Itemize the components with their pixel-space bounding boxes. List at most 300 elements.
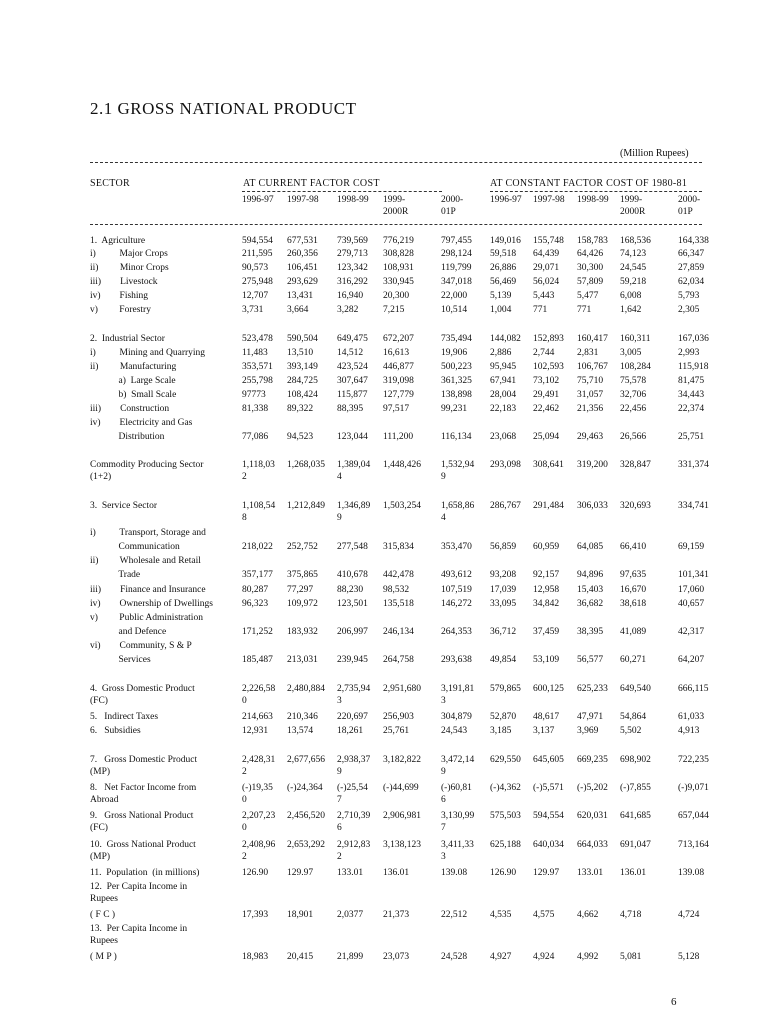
cell-value: 73,102: [533, 376, 560, 386]
cell-value: 22,462: [533, 404, 560, 414]
cell-value: 319,098: [383, 376, 414, 386]
year-header: 1997-98: [533, 195, 565, 205]
cell-value: 446,877: [383, 362, 414, 372]
cell-value: 13,431: [287, 291, 314, 301]
cell-value: 25,761: [383, 726, 410, 736]
cell-value: 17,060: [678, 585, 705, 595]
cell-value: 293,629: [287, 277, 318, 287]
cell-value: 672,207: [383, 334, 414, 344]
cell-value: 277,548: [337, 542, 368, 552]
cell-value: 2,408,96 2: [242, 840, 276, 862]
cell-value: 155,748: [533, 236, 564, 246]
cell-value: 64,207: [678, 655, 705, 665]
cell-value: 797,455: [441, 236, 472, 246]
row-label: ( F C ): [90, 910, 116, 920]
cell-value: 353,571: [242, 362, 273, 372]
cell-value: 24,545: [620, 263, 647, 273]
cell-value: 32,706: [620, 390, 647, 400]
cell-value: 442,478: [383, 570, 414, 580]
cell-value: 60,959: [533, 542, 560, 552]
cell-value: 88,395: [337, 404, 364, 414]
cell-value: 3,182,822: [383, 755, 421, 765]
cell-value: 15,403: [577, 585, 604, 595]
cell-value: 77,086: [242, 432, 269, 442]
header-divider: [90, 224, 702, 225]
cell-value: 80,287: [242, 585, 269, 595]
cell-value: 160,417: [577, 334, 608, 344]
cell-value: 31,057: [577, 390, 604, 400]
cell-value: 264,353: [441, 627, 472, 637]
cell-value: 213,031: [287, 655, 318, 665]
cell-value: 361,325: [441, 376, 472, 386]
row-label: 13. Per Capita Income in Rupees: [90, 924, 188, 946]
cell-value: 19,906: [441, 348, 468, 358]
cell-value: 2,744: [533, 348, 555, 358]
row-label: 1. Agriculture: [90, 236, 146, 246]
cell-value: 500,223: [441, 362, 472, 372]
cell-value: 171,252: [242, 627, 273, 637]
cell-value: 410,678: [337, 570, 368, 580]
cell-value: 69,159: [678, 542, 705, 552]
cell-value: 101,341: [678, 570, 709, 580]
cell-value: 107,519: [441, 585, 472, 595]
cell-value: (-)44,699: [383, 783, 419, 793]
row-label: 7. Gross Domestic Product (MP): [90, 755, 198, 777]
row-label: vi) Community, S & P: [90, 641, 192, 651]
cell-value: 2,207,23 0: [242, 811, 276, 833]
cell-value: 2,677,656: [287, 755, 325, 765]
cell-value: 594,554: [533, 811, 564, 821]
year-header: 1998-99: [577, 195, 609, 205]
cell-value: 2,951,680: [383, 684, 421, 694]
cell-value: 56,469: [490, 277, 517, 287]
cell-value: 139.08: [678, 868, 705, 878]
cell-value: 771: [533, 305, 548, 315]
cell-value: 2,886: [490, 348, 512, 358]
cell-value: (-)19,35 0: [242, 783, 273, 805]
cell-value: 183,932: [287, 627, 318, 637]
cell-value: 123,342: [337, 263, 368, 273]
cell-value: 264,758: [383, 655, 414, 665]
cell-value: (-)5,202: [577, 783, 608, 793]
cell-value: 17,039: [490, 585, 517, 595]
cell-value: 2,226,58 0: [242, 684, 276, 706]
cell-value: 13,574: [287, 726, 314, 736]
cell-value: 74,123: [620, 249, 647, 259]
cell-value: 252,752: [287, 542, 318, 552]
current-header-underline: [242, 191, 442, 192]
row-label: Commodity Producing Sector (1+2): [90, 460, 204, 482]
cell-value: 30,300: [577, 263, 604, 273]
year-header: 1996-97: [490, 195, 522, 205]
cell-value: 12,958: [533, 585, 560, 595]
row-label: i) Mining and Quarrying: [90, 348, 206, 358]
cell-value: 152,893: [533, 334, 564, 344]
cell-value: 61,033: [678, 712, 705, 722]
cell-value: 126.90: [242, 868, 269, 878]
cell-value: 4,724: [678, 910, 700, 920]
cell-value: 677,531: [287, 236, 318, 246]
cell-value: 54,864: [620, 712, 647, 722]
cell-value: 89,322: [287, 404, 314, 414]
cell-value: 4,924: [533, 952, 555, 962]
cell-value: 115,918: [678, 362, 709, 372]
cell-value: 664,033: [577, 840, 608, 850]
year-header: 2000- 01P: [678, 195, 701, 217]
cell-value: 211,595: [242, 249, 273, 259]
cell-value: 2,938,37 9: [337, 755, 371, 777]
cell-value: 3,185: [490, 726, 512, 736]
cell-value: 316,292: [337, 277, 368, 287]
cell-value: 133.01: [577, 868, 604, 878]
cell-value: 625,233: [577, 684, 608, 694]
cell-value: 149,016: [490, 236, 521, 246]
cell-value: 210,346: [287, 712, 318, 722]
cell-value: 666,115: [678, 684, 709, 694]
cell-value: 298,124: [441, 249, 472, 259]
cell-value: 293,098: [490, 460, 521, 470]
row-label: ( M P ): [90, 952, 117, 962]
cell-value: 304,879: [441, 712, 472, 722]
cell-value: 1,448,426: [383, 460, 421, 470]
cell-value: 3,664: [287, 305, 309, 315]
year-header: 2000- 01P: [441, 195, 464, 217]
row-label: ii) Manufacturing: [90, 362, 177, 372]
page-number: 6: [671, 996, 677, 1008]
cell-value: 167,036: [678, 334, 709, 344]
row-label: 3. Service Sector: [90, 501, 158, 511]
year-header: 1999- 2000R: [383, 195, 409, 217]
cell-value: 260,356: [287, 249, 318, 259]
cell-value: 2,456,520: [287, 811, 325, 821]
cell-value: 17,393: [242, 910, 269, 920]
cell-value: 158,783: [577, 236, 608, 246]
cell-value: 18,261: [337, 726, 364, 736]
cell-value: 75,578: [620, 376, 647, 386]
cell-value: 5,081: [620, 952, 642, 962]
cell-value: 3,282: [337, 305, 359, 315]
cell-value: 77,297: [287, 585, 314, 595]
cell-value: 108,424: [287, 390, 318, 400]
cell-value: 23,073: [383, 952, 410, 962]
cell-value: 1,389,04 4: [337, 460, 371, 482]
cell-value: 214,663: [242, 712, 273, 722]
cell-value: 239,945: [337, 655, 368, 665]
cell-value: 375,865: [287, 570, 318, 580]
cell-value: 5,128: [678, 952, 700, 962]
cell-value: 160,311: [620, 334, 651, 344]
cell-value: 1,004: [490, 305, 512, 315]
row-label: Services: [90, 655, 151, 665]
cell-value: 5,443: [533, 291, 555, 301]
cell-value: 713,164: [678, 840, 709, 850]
constant-header-underline: [490, 191, 702, 192]
cell-value: 144,082: [490, 334, 521, 344]
cell-value: 94,896: [577, 570, 604, 580]
cell-value: 22,456: [620, 404, 647, 414]
row-label: 8. Net Factor Income from Abroad: [90, 783, 197, 805]
unit-note: (Million Rupees): [620, 148, 689, 159]
row-label: b) Small Scale: [90, 390, 177, 400]
cell-value: 4,718: [620, 910, 642, 920]
cell-value: 286,767: [490, 501, 521, 511]
cell-value: 26,886: [490, 263, 517, 273]
cell-value: 133.01: [337, 868, 364, 878]
cell-value: 640,034: [533, 840, 564, 850]
cell-value: 34,443: [678, 390, 705, 400]
cell-value: 641,685: [620, 811, 651, 821]
year-header: 1997-98: [287, 195, 319, 205]
cell-value: 18,983: [242, 952, 269, 962]
year-header: 1996-97: [242, 195, 274, 205]
header-constant-factor-cost: AT CONSTANT FACTOR COST OF 1980-81: [490, 178, 688, 189]
cell-value: 3,472,14 9: [441, 755, 475, 777]
cell-value: 4,662: [577, 910, 599, 920]
cell-value: 22,512: [441, 910, 468, 920]
cell-value: 135,518: [383, 599, 414, 609]
cell-value: 93,208: [490, 570, 517, 580]
cell-value: 5,502: [620, 726, 642, 736]
cell-value: 11,483: [242, 348, 268, 358]
cell-value: 306,033: [577, 501, 608, 511]
cell-value: 4,913: [678, 726, 700, 736]
cell-value: 308,641: [533, 460, 564, 470]
row-label: 11. Population (in millions): [90, 868, 200, 878]
cell-value: 293,638: [441, 655, 472, 665]
cell-value: 735,494: [441, 334, 472, 344]
cell-value: 62,034: [678, 277, 705, 287]
cell-value: 1,642: [620, 305, 642, 315]
cell-value: 649,475: [337, 334, 368, 344]
cell-value: 6,008: [620, 291, 642, 301]
cell-value: 52,870: [490, 712, 517, 722]
row-label: v) Public Administration: [90, 613, 203, 623]
cell-value: 423,524: [337, 362, 368, 372]
cell-value: 20,300: [383, 291, 410, 301]
cell-value: 2,735,94 3: [337, 684, 371, 706]
cell-value: 36,682: [577, 599, 604, 609]
cell-value: 669,235: [577, 755, 608, 765]
cell-value: 5,477: [577, 291, 599, 301]
cell-value: 64,085: [577, 542, 604, 552]
cell-value: 24,528: [441, 952, 468, 962]
cell-value: 21,356: [577, 404, 604, 414]
cell-value: 38,618: [620, 599, 647, 609]
cell-value: 698,902: [620, 755, 651, 765]
cell-value: 22,000: [441, 291, 468, 301]
cell-value: 38,395: [577, 627, 604, 637]
row-label: 5. Indirect Taxes: [90, 712, 159, 722]
cell-value: 127,779: [383, 390, 414, 400]
cell-value: 16,613: [383, 348, 410, 358]
cell-value: 37,459: [533, 627, 560, 637]
cell-value: 3,731: [242, 305, 264, 315]
page-title: 2.1 GROSS NATIONAL PRODUCT: [90, 99, 357, 118]
cell-value: 88,230: [337, 585, 364, 595]
cell-value: 5,139: [490, 291, 512, 301]
cell-value: 59,518: [490, 249, 517, 259]
cell-value: (-)4,362: [490, 783, 521, 793]
cell-value: 28,004: [490, 390, 517, 400]
cell-value: 129.97: [287, 868, 314, 878]
cell-value: 99,231: [441, 404, 468, 414]
cell-value: 27,859: [678, 263, 705, 273]
cell-value: (-)25,54 7: [337, 783, 368, 805]
cell-value: 331,374: [678, 460, 709, 470]
top-divider: [90, 162, 702, 163]
cell-value: 90,573: [242, 263, 269, 273]
cell-value: 1,212,849: [287, 501, 325, 511]
cell-value: 108,284: [620, 362, 651, 372]
cell-value: 81,338: [242, 404, 269, 414]
cell-value: 66,347: [678, 249, 705, 259]
cell-value: 739,569: [337, 236, 368, 246]
cell-value: 579,865: [490, 684, 521, 694]
cell-value: (-)5,571: [533, 783, 564, 793]
cell-value: 255,798: [242, 376, 273, 386]
cell-value: 357,177: [242, 570, 273, 580]
cell-value: 10,514: [441, 305, 468, 315]
cell-value: 12,931: [242, 726, 269, 736]
cell-value: 24,543: [441, 726, 468, 736]
cell-value: 600,125: [533, 684, 564, 694]
header-sector: SECTOR: [90, 178, 130, 189]
cell-value: 5,793: [678, 291, 700, 301]
row-label: i) Transport, Storage and: [90, 528, 206, 538]
cell-value: 13,510: [287, 348, 314, 358]
cell-value: 34,842: [533, 599, 560, 609]
cell-value: 3,005: [620, 348, 642, 358]
cell-value: 776,219: [383, 236, 414, 246]
cell-value: 53,109: [533, 655, 560, 665]
row-label: 10. Gross National Product (MP): [90, 840, 196, 862]
cell-value: 2,480,884: [287, 684, 325, 694]
cell-value: 220,697: [337, 712, 368, 722]
cell-value: 97773: [242, 390, 266, 400]
cell-value: 23,068: [490, 432, 517, 442]
cell-value: 493,612: [441, 570, 472, 580]
cell-value: 4,575: [533, 910, 555, 920]
cell-value: 3,191,81 3: [441, 684, 475, 706]
cell-value: 41,089: [620, 627, 647, 637]
cell-value: 319,200: [577, 460, 608, 470]
cell-value: 590,504: [287, 334, 318, 344]
cell-value: 334,741: [678, 501, 709, 511]
cell-value: 657,044: [678, 811, 709, 821]
cell-value: 40,657: [678, 599, 705, 609]
cell-value: 22,374: [678, 404, 705, 414]
cell-value: 22,183: [490, 404, 517, 414]
cell-value: 59,218: [620, 277, 647, 287]
cell-value: 347,018: [441, 277, 472, 287]
cell-value: 95,945: [490, 362, 517, 372]
cell-value: 1,108,54 8: [242, 501, 276, 523]
cell-value: 25,751: [678, 432, 705, 442]
cell-value: 620,031: [577, 811, 608, 821]
cell-value: 123,501: [337, 599, 368, 609]
cell-value: 139.08: [441, 868, 468, 878]
cell-value: 119,799: [441, 263, 472, 273]
cell-value: 94,523: [287, 432, 314, 442]
cell-value: 29,071: [533, 263, 560, 273]
cell-value: (-)60,81 6: [441, 783, 472, 805]
cell-value: 21,373: [383, 910, 410, 920]
cell-value: 136.01: [383, 868, 410, 878]
cell-value: 4,992: [577, 952, 599, 962]
cell-value: 18,901: [287, 910, 314, 920]
cell-value: 36,712: [490, 627, 517, 637]
cell-value: 67,941: [490, 376, 517, 386]
cell-value: 56,859: [490, 542, 517, 552]
cell-value: 102,593: [533, 362, 564, 372]
cell-value: 2,653,292: [287, 840, 325, 850]
cell-value: 218,022: [242, 542, 273, 552]
cell-value: 1,532,94 9: [441, 460, 475, 482]
cell-value: 138,898: [441, 390, 472, 400]
cell-value: 75,710: [577, 376, 604, 386]
cell-value: 256,903: [383, 712, 414, 722]
row-label: Distribution: [90, 432, 165, 442]
cell-value: 108,931: [383, 263, 414, 273]
row-label: 12. Per Capita Income in Rupees: [90, 882, 188, 904]
cell-value: 1,346,89 9: [337, 501, 371, 523]
cell-value: 2,428,31 2: [242, 755, 276, 777]
cell-value: 20,415: [287, 952, 314, 962]
row-label: 9. Gross National Product (FC): [90, 811, 194, 833]
cell-value: 57,809: [577, 277, 604, 287]
cell-value: 92,157: [533, 570, 560, 580]
row-label: a) Large Scale: [90, 376, 176, 386]
cell-value: 185,487: [242, 655, 273, 665]
cell-value: 164,338: [678, 236, 709, 246]
cell-value: 206,997: [337, 627, 368, 637]
cell-value: 106,767: [577, 362, 608, 372]
cell-value: 308,828: [383, 249, 414, 259]
cell-value: (-)24,364: [287, 783, 323, 793]
cell-value: 645,605: [533, 755, 564, 765]
cell-value: 3,138,123: [383, 840, 421, 850]
row-label: iii) Construction: [90, 404, 170, 414]
cell-value: 136.01: [620, 868, 647, 878]
year-header: 1999- 2000R: [620, 195, 646, 217]
cell-value: 7,215: [383, 305, 405, 315]
cell-value: 4,927: [490, 952, 512, 962]
cell-value: 168,536: [620, 236, 651, 246]
cell-value: 49,854: [490, 655, 517, 665]
cell-value: 353,470: [441, 542, 472, 552]
cell-value: 691,047: [620, 840, 651, 850]
cell-value: 33,095: [490, 599, 517, 609]
cell-value: (-)9,071: [678, 783, 709, 793]
cell-value: 56,577: [577, 655, 604, 665]
cell-value: 129.97: [533, 868, 560, 878]
cell-value: 3,130,99 7: [441, 811, 475, 833]
cell-value: 98,532: [383, 585, 410, 595]
cell-value: 2,831: [577, 348, 599, 358]
cell-value: 2,305: [678, 305, 700, 315]
cell-value: 14,512: [337, 348, 364, 358]
row-label: Communication: [90, 542, 180, 552]
cell-value: 29,463: [577, 432, 604, 442]
header-current-factor-cost: AT CURRENT FACTOR COST: [243, 178, 380, 189]
cell-value: 328,847: [620, 460, 651, 470]
cell-value: 2,906,981: [383, 811, 421, 821]
year-header: 1998-99: [337, 195, 369, 205]
cell-value: 1,268,035: [287, 460, 325, 470]
cell-value: 64,439: [533, 249, 560, 259]
cell-value: 115,877: [337, 390, 368, 400]
cell-value: 629,550: [490, 755, 521, 765]
